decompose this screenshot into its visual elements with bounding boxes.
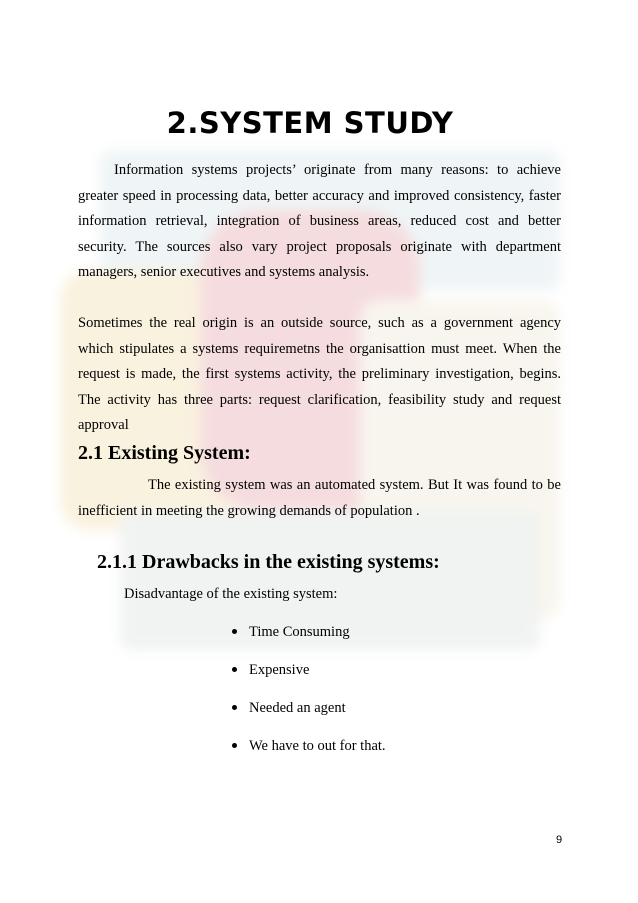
existing-system-paragraph: The existing system was an automated system. But It was found to be inefficient in meeting the growing demands of population . (78, 477, 561, 519)
page-number: 9 (556, 834, 563, 846)
bullet-icon (232, 667, 237, 672)
section-heading-existing-system: 2.1 Existing System: (78, 442, 251, 464)
drawbacks-lead: Disadvantage of the existing system: (124, 586, 338, 602)
list-item: We have to out for that. (232, 734, 386, 772)
bullet-icon (232, 705, 237, 710)
bullet-icon (232, 743, 237, 748)
list-item: Needed an agent (232, 696, 386, 734)
section-heading-drawbacks: 2.1.1 Drawbacks in the existing systems: (97, 551, 440, 573)
intro-paragraph: Information systems projects’ originate from many reasons: to achieve greater speed in processing data, better accuracy and improved consistency, faster information retrieval, integration of business areas, reduced cost and better security. The sources also vary project proposals originate with department managers, senior executives and systems analysis. (78, 162, 561, 280)
second-paragraph: Sometimes the real origin is an outside source, such as a government agency which stipulates a systems requiremetns the organisattion must meet. When the request is made, the first systems activity, the preliminary investigation, begins. The activity has three parts: request clarification, feasibility study and request approval (78, 315, 561, 433)
drawbacks-list (232, 620, 386, 772)
bullet-icon (232, 629, 237, 634)
list-item: Time Consuming (232, 620, 386, 658)
list-item: Expensive (232, 658, 386, 696)
page-title: 2.SYSTEM STUDY (166, 106, 454, 140)
